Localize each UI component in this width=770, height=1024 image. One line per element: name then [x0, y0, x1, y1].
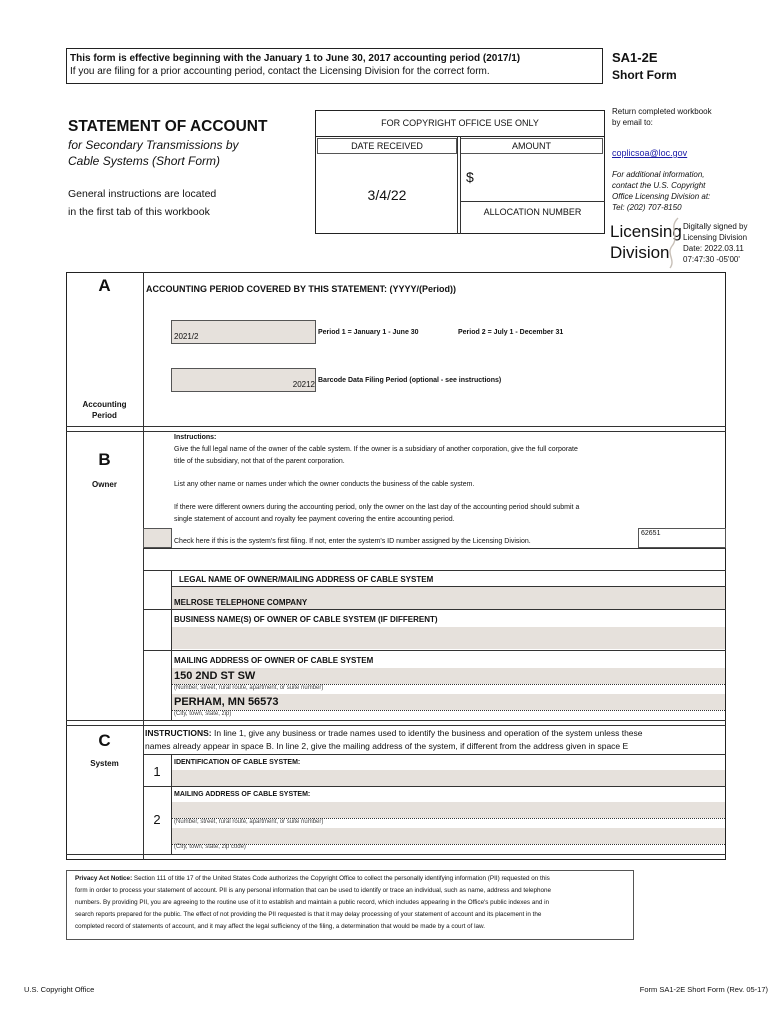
- section-c-instr-1: [145, 728, 643, 738]
- section-b-instr-2: List any other name or names under which the owner conducts the business of the cable system.: [174, 481, 475, 488]
- notice-line-2: If you are filing for a prior accounting period, contact the Licensing Division for the correct form.: [70, 66, 490, 77]
- section-a-letter: A: [98, 276, 111, 295]
- subtitle-line-1: for Secondary Transmissions by: [68, 138, 239, 152]
- general-instructions-1: General instructions are located: [68, 188, 217, 200]
- subtitle-line-2: Cable Systems (Short Form): [68, 154, 221, 168]
- email-link[interactable]: coplicsoa@loc.gov: [612, 148, 688, 158]
- section-c-instr-bold: INSTRUCTIONS:: [145, 728, 212, 738]
- section-a-name-2: Period: [92, 411, 117, 420]
- date-received-label: DATE RECEIVED: [351, 141, 423, 151]
- form-code: SA1-2E: [612, 50, 658, 65]
- date-received-value: 3/4/22: [367, 187, 407, 203]
- line-1-number: 1: [153, 764, 161, 779]
- footer-left: U.S. Copyright Office: [24, 985, 95, 994]
- period-2-note: Period 2 = July 1 - December 31: [458, 329, 564, 336]
- info-line-4: Tel: (202) 707-8150: [612, 203, 682, 212]
- amount-label: AMOUNT: [512, 141, 551, 151]
- barcode-value: 20212: [292, 380, 315, 389]
- section-c-letter: C: [98, 731, 111, 750]
- privacy-line-2: form in order to process your statement of account. PII is any personal information that can be used to identify or trace an individual, such as name, address and telephone: [75, 887, 552, 894]
- legal-name-label: LEGAL NAME OF OWNER/MAILING ADDRESS OF CABLE SYSTEM: [179, 575, 434, 584]
- return-line-1: Return completed workbook: [612, 107, 712, 116]
- section-a-name-1: Accounting: [82, 400, 127, 409]
- street-hint: (Number, street, rural route, apartment, or suite number): [174, 685, 324, 691]
- return-line-2: by email to:: [612, 118, 653, 127]
- street-value: 150 2ND ST SW: [174, 670, 256, 682]
- system-id-value: 62651: [641, 530, 661, 537]
- period-1-note: Period 1 = January 1 - June 30: [318, 329, 419, 336]
- signature-line-1: Digitally signed by: [683, 222, 748, 231]
- signature-line-4: 07:47:30 -05'00': [683, 255, 740, 264]
- info-line-1: For additional information,: [612, 170, 705, 179]
- section-b-instr-3b: single statement of account and royalty fee payment covering the entire accounting period.: [174, 516, 455, 523]
- allocation-number-label: ALLOCATION NUMBER: [483, 207, 582, 217]
- amount-value: $: [466, 169, 474, 185]
- system-street-hint: (Number, street, rural route, apartment, or suite number): [174, 819, 324, 825]
- first-filing-label: Check here if this is the system's first filing. If not, enter the system's ID number assigned by the Licensing Division.: [174, 538, 531, 545]
- privacy-line-3: numbers. By providing PII, you are agreeing to the routine use of it to establish and maintain a public record, which includes appearing in the Office's public indexes and in: [75, 899, 549, 906]
- section-b-name: Owner: [92, 480, 117, 489]
- section-c-instr-1-text: In line 1, give any business or trade names used to identify the business and operation of the system unless these: [211, 728, 643, 738]
- signature-name-1: Licensing: [610, 222, 682, 241]
- system-street-field[interactable]: [172, 802, 725, 818]
- section-b-letter: B: [98, 450, 111, 469]
- effective-notice: [66, 48, 603, 84]
- signature-name-2: Division: [610, 243, 670, 262]
- business-name-label: BUSINESS NAME(S) OF OWNER OF CABLE SYSTEM (IF DIFFERENT): [174, 615, 438, 624]
- signature-line-3: Date: 2022.03.11: [683, 244, 744, 253]
- section-c-name: System: [90, 759, 119, 768]
- ident-label: IDENTIFICATION OF CABLE SYSTEM:: [174, 759, 301, 766]
- mailing-address-label: MAILING ADDRESS OF OWNER OF CABLE SYSTEM: [174, 656, 374, 665]
- line-2-number: 2: [153, 812, 161, 827]
- ident-field[interactable]: [172, 770, 725, 786]
- section-b-instr-3a: If there were different owners during the accounting period, only the owner on the last day of the accounting period should submit a: [174, 504, 580, 511]
- section-b-instr-1b: title of the subsidiary, not that of the parent corporation.: [174, 458, 345, 465]
- section-b-instructions-title: Instructions:: [174, 434, 217, 441]
- privacy-line-5: completed record of statements of account, and it may affect the legal sufficiency of the filing, a determination that would be made by a court of law.: [75, 923, 485, 930]
- system-city-hint: (City, town, state, zip code): [174, 844, 246, 850]
- system-city-field[interactable]: [172, 828, 725, 844]
- privacy-line-4: search reports prepared for the public. The effect of not providing the PII requested is that it may delay processing of your statement of account and its placement in the: [75, 911, 542, 918]
- barcode-label: Barcode Data Filing Period (optional - see instructions): [318, 377, 502, 384]
- info-line-2: contact the U.S. Copyright: [612, 181, 706, 190]
- city-hint: (City, town, state, zip): [174, 711, 232, 717]
- privacy-line-1-text: Section 111 of title 17 of the United States Code authorizes the Copyright Office to collect the personally identifying information (PII) requested on this: [132, 875, 550, 882]
- notice-line-1: This form is effective beginning with the January 1 to June 30, 2017 accounting period (2017/1): [70, 53, 521, 64]
- first-filing-checkbox[interactable]: [143, 528, 172, 548]
- general-instructions-2: in the first tab of this workbook: [68, 206, 210, 218]
- legal-name-value: MELROSE TELEPHONE COMPANY: [174, 598, 308, 607]
- business-name-field[interactable]: [172, 627, 725, 649]
- info-line-3: Office Licensing Division at:: [612, 192, 711, 201]
- form-name: Short Form: [612, 68, 677, 82]
- signature-line-2: Licensing Division: [683, 233, 748, 242]
- section-a-heading: ACCOUNTING PERIOD COVERED BY THIS STATEMENT: (YYYY/(Period)): [146, 284, 457, 294]
- privacy-label: Privacy Act Notice:: [75, 875, 133, 882]
- office-use-header: FOR COPYRIGHT OFFICE USE ONLY: [381, 118, 539, 128]
- page-title: STATEMENT OF ACCOUNT: [68, 118, 268, 135]
- section-b-instr-1a: Give the full legal name of the owner of the cable system. If the owner is a subsidiary of another corporation, give the full corporate: [174, 446, 578, 453]
- section-c-instr-2: names already appear in space B. In line 2, give the mailing address of the system, if different from the address given in space E: [145, 741, 629, 751]
- system-mailing-label: MAILING ADDRESS OF CABLE SYSTEM:: [174, 791, 311, 798]
- city-value: PERHAM, MN 56573: [174, 696, 279, 708]
- footer-right: Form SA1-2E Short Form (Rev. 05-17): [639, 985, 768, 994]
- privacy-line-1: [75, 875, 550, 882]
- period-value: 2021/2: [174, 332, 199, 341]
